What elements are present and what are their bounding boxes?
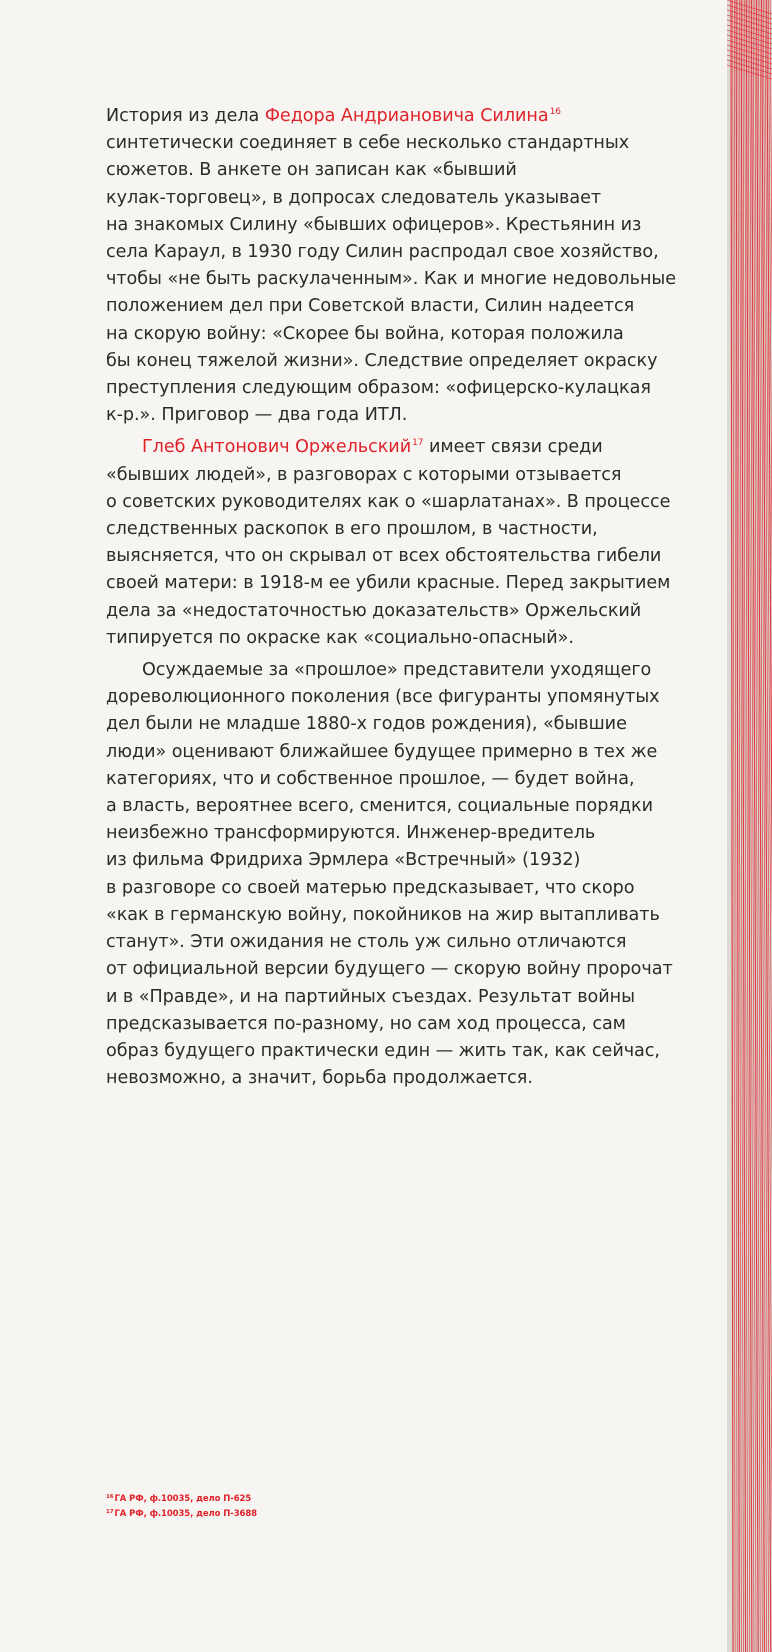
text-segment: о советских руководителях как о «шарлатанах». В процессе xyxy=(106,491,671,512)
text-line xyxy=(106,375,706,402)
text-segment: дела за «недостаточностью доказательств» Оржельский xyxy=(106,600,642,621)
text-line xyxy=(106,1065,706,1092)
text-line xyxy=(106,130,706,157)
text-line xyxy=(106,212,706,239)
text-line xyxy=(106,434,706,461)
text-line xyxy=(106,348,706,375)
text-segment: чтобы «не быть раскулаченным». Как и многие недовольные xyxy=(106,269,677,290)
text-line xyxy=(106,902,706,929)
text-segment: и в «Правде», и на партийных съездах. Результат войны xyxy=(106,986,635,1007)
paragraph xyxy=(106,434,706,652)
text-line xyxy=(106,543,706,570)
text-segment: на скорую войну: «Скорее бы война, которая положила xyxy=(106,323,624,344)
text-line xyxy=(106,489,706,516)
text-line xyxy=(106,402,706,429)
adjacent-page-edge xyxy=(727,0,772,1652)
text-line xyxy=(106,847,706,874)
text-segment: преступления следующим образом: «офицерско-кулацкая xyxy=(106,378,651,399)
text-line xyxy=(106,793,706,820)
text-line xyxy=(106,1011,706,1038)
text-line xyxy=(106,875,706,902)
person-name: Федора Андриановича Силина xyxy=(264,106,549,126)
text-segment: станут». Эти ожидания не столь уж сильно отличаются xyxy=(106,932,627,953)
text-line xyxy=(106,739,706,766)
text-segment: «бывших людей», в разговорах с которыми отзывается xyxy=(106,464,622,485)
text-segment: следственных раскопок в его прошлом, в частности, xyxy=(106,519,598,540)
footnote-text: ГА РФ, ф.10035, дело П-3688 xyxy=(114,1509,257,1519)
edge-line xyxy=(731,0,733,1652)
footnote xyxy=(106,1492,257,1507)
text-segment: дореволюционного поколения (все фигуранты упомянутых xyxy=(106,687,660,708)
text-segment: типируется по окраске как «социально-опасный». xyxy=(106,627,574,648)
text-segment: бы конец тяжелой жизни». Следствие определяет окраску xyxy=(106,350,658,371)
text-line xyxy=(106,625,706,652)
footnote-ref: 17 xyxy=(412,438,424,449)
body-text xyxy=(106,103,706,1092)
text-segment: в разговоре со своей матерью предсказывает, что скоро xyxy=(106,877,635,898)
text-segment: из фильма Фридриха Эрмлера «Встречный» (1932) xyxy=(106,850,581,871)
text-segment: образ будущего практически един — жить так, как сейчас, xyxy=(106,1040,660,1061)
text-segment: выясняется, что он скрывал от всех обстоятельства гибели xyxy=(106,546,662,567)
text-segment: положением дел при Советской власти, Силин надеется xyxy=(106,296,635,317)
text-segment: синтетически соединяет в себе несколько стандартных xyxy=(106,133,630,154)
text-segment: люди» оценивают ближайшее будущее примерно в тех же xyxy=(106,741,658,762)
paragraph xyxy=(106,657,706,1092)
text-line xyxy=(106,516,706,543)
text-line xyxy=(106,462,706,489)
text-line xyxy=(106,103,706,130)
text-segment: неизбежно трансформируются. Инженер-вредитель xyxy=(106,823,596,844)
text-line xyxy=(106,239,706,266)
footnote-ref: 16 xyxy=(549,107,561,117)
footnote xyxy=(106,1507,257,1522)
footnote-mark: 17 xyxy=(106,1509,114,1515)
text-segment: Осуждаемые за «прошлое» представители уходящего xyxy=(142,660,652,681)
text-segment: невозможно, а значит, борьба продолжается. xyxy=(106,1068,533,1089)
text-line xyxy=(106,293,706,320)
text-segment: на знакомых Силину «бывших офицеров». Крестьянин из xyxy=(106,214,642,235)
text-line xyxy=(106,820,706,847)
text-line xyxy=(106,185,706,212)
text-segment: сюжетов. В анкете он записан как «бывший xyxy=(106,160,517,181)
text-segment: История из дела xyxy=(106,106,265,126)
text-segment: кулак-торговец», в допросах следователь указывает xyxy=(106,187,602,208)
text-line xyxy=(106,598,706,625)
text-line xyxy=(106,321,706,348)
text-segment: имеет связи среди xyxy=(423,437,603,458)
footnote-mark: 16 xyxy=(106,1494,114,1500)
text-segment: категориях, что и собственное прошлое, — будет война, xyxy=(106,768,635,789)
text-line xyxy=(106,570,706,597)
text-line xyxy=(106,266,706,293)
text-segment: дел были не младше 1880-х годов рождения), «бывшие xyxy=(106,714,627,735)
person-name: Глеб Антонович Оржельский xyxy=(142,437,412,458)
text-line xyxy=(106,766,706,793)
text-line xyxy=(106,929,706,956)
text-segment: к-р.». Приговор — два года ИТЛ. xyxy=(106,405,408,426)
footnote-text: ГА РФ, ф.10035, дело П-625 xyxy=(114,1494,252,1504)
footnotes xyxy=(106,1492,257,1522)
text-line xyxy=(106,984,706,1011)
text-segment: от официальной версии будущего — скорую войну пророчат xyxy=(106,959,673,980)
text-segment: «как в германскую войну, покойников на жир вытапливать xyxy=(106,904,660,925)
text-segment: а власть, вероятнее всего, сменится, социальные порядки xyxy=(106,796,653,817)
text-segment: предсказывается по-разному, но сам ход процесса, сам xyxy=(106,1013,626,1034)
text-segment: села Караул, в 1930 году Силин распродал свое хозяйство, xyxy=(106,242,659,263)
text-line xyxy=(106,711,706,738)
text-line xyxy=(106,1038,706,1065)
text-line xyxy=(106,684,706,711)
text-line xyxy=(106,157,706,184)
decorative-red-lines xyxy=(727,0,772,1652)
paragraph xyxy=(106,103,706,429)
text-line xyxy=(106,956,706,983)
text-line xyxy=(106,657,706,684)
text-segment: своей матери: в 1918-м ее убили красные. Перед закрытием xyxy=(106,573,671,594)
